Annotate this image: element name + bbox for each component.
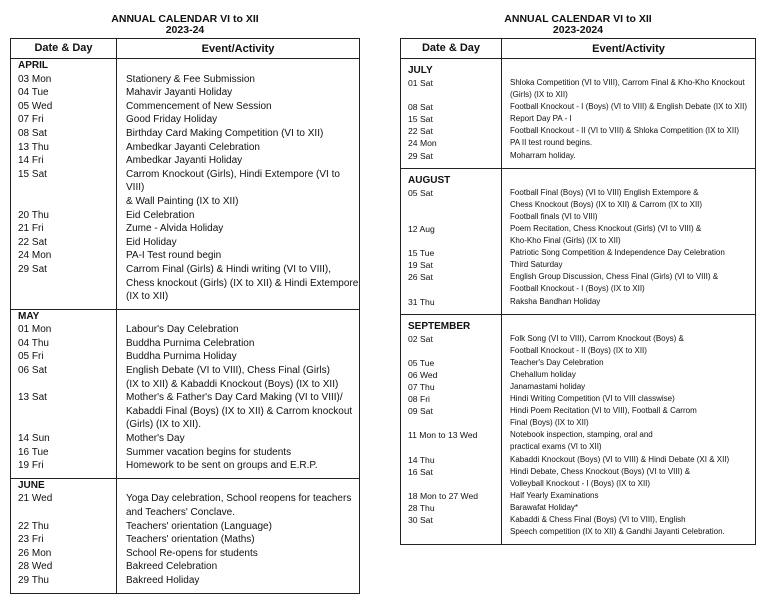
table-row (401, 259, 755, 271)
event-line: Chehallum holiday (510, 369, 576, 379)
row-date: 21 Wed (18, 493, 53, 505)
row-date: 14 Thu (408, 454, 435, 465)
row-date: 11 Mon to 13 Wed (408, 430, 478, 441)
row-date: 06 Wed (408, 369, 438, 380)
row-date: 24 Mon (18, 250, 52, 262)
row-event (116, 86, 359, 100)
table-row (11, 533, 359, 547)
row-event (116, 446, 359, 460)
row-event (501, 259, 755, 271)
event-line: Ambedkar Jayanti Celebration (126, 141, 260, 153)
table-row (11, 337, 359, 351)
row-date: 04 Thu (18, 337, 49, 349)
row-event (116, 154, 359, 168)
event-line: Carrom Knockout (Girls), Hindi Extempore (VI to VIII) (126, 168, 340, 194)
event-line: Buddha Purnima Holiday (126, 351, 237, 363)
row-event (501, 454, 755, 466)
table-row (401, 137, 755, 149)
header-event-activity: Event/Activity (592, 42, 665, 55)
row-date: 29 Thu (18, 574, 49, 586)
row-date: 05 Fri (18, 351, 44, 363)
row-date: 16 Tue (18, 446, 49, 458)
row-date: 08 Sat (18, 127, 47, 139)
row-event (116, 236, 359, 250)
table-row (11, 100, 359, 114)
row-event (116, 113, 359, 127)
table-row (11, 209, 359, 223)
month-section-april (11, 59, 359, 310)
event-line: Stationery & Fee Submission (126, 73, 255, 85)
row-event (116, 560, 359, 574)
event-line: Teachers' orientation (Language) (126, 520, 272, 532)
table-row (11, 446, 359, 460)
event-line: Half Yearly Examinations (510, 490, 599, 500)
event-line: English Debate (VI to VIII), Chess Final (Girls) (126, 365, 330, 377)
event-line: Ambedkar Jayanti Holiday (126, 155, 243, 167)
row-date: 13 Thu (18, 141, 49, 153)
event-line: Volleyball Knockout - I (Boys) (IX to XII) (510, 478, 651, 488)
section-spacer (11, 588, 359, 593)
row-date: 20 Thu (18, 209, 49, 221)
section-spacer (401, 162, 755, 168)
row-event (116, 73, 359, 87)
row-event (116, 249, 359, 263)
event-line: & Wall Painting (IX to XII) (126, 195, 239, 207)
month-section-may (11, 310, 359, 479)
row-event (501, 187, 755, 223)
row-event (501, 223, 755, 247)
row-date: 30 Sat (408, 515, 433, 525)
row-date: 12 Aug (408, 223, 435, 234)
event-line: Raksha Bandhan Holiday (510, 296, 601, 306)
table-row (11, 222, 359, 236)
row-date: 22 Sat (408, 126, 433, 137)
table-row (11, 168, 359, 209)
event-line: Mother's Day (126, 433, 185, 445)
event-line: Poem Recitation, Chess Knockout (Girls) (VI to VIII) & (510, 223, 702, 233)
row-event (501, 502, 755, 514)
table-row (11, 391, 359, 432)
event-line: Buddha Purnima Celebration (126, 337, 255, 349)
row-event (501, 125, 755, 137)
row-date: 03 Mon (18, 73, 52, 85)
table-row (401, 357, 755, 369)
row-date: 28 Thu (408, 502, 435, 513)
table-row (11, 127, 359, 141)
event-line: Zume - Alvida Holiday (126, 223, 224, 235)
event-line: Football Knockout - II (VI to VIII) & Shloka Competition (IX to XII) (510, 126, 739, 136)
event-line: Hindi Poem Recitation (VI to VIII), Football & Carrom (510, 406, 697, 416)
event-line: Football Knockout - II (Boys) (IX to XII) (510, 345, 647, 355)
row-event (116, 574, 359, 588)
table-row (11, 574, 359, 588)
event-line: Carrom Final (Girls) & Hindi writing (VI to VIII), (126, 263, 332, 275)
event-line: Shloka Competition (VI to VIII), Carrom Final & Kho-Kho Knockout (510, 78, 745, 87)
row-date: 29 Sat (408, 150, 433, 161)
row-event (501, 369, 755, 381)
table-row (11, 492, 359, 519)
row-date: 19 Fri (18, 460, 44, 472)
event-line: Speech competition (IX to XII) & Gandhi Jayanti Celebration. (510, 527, 725, 537)
event-line: Folk Song (VI to VIII), Carrom Knockout (Boys) & (510, 333, 684, 343)
header-date-day: Date & Day (11, 39, 117, 58)
row-date: 28 Wed (18, 561, 53, 573)
table-row (401, 393, 755, 405)
row-event (116, 459, 359, 473)
event-line: practical exams (VI to XII) (510, 442, 602, 452)
table-row (401, 247, 755, 259)
section-spacer (401, 308, 755, 314)
row-event (116, 222, 359, 236)
table-row (401, 369, 755, 381)
table-row (401, 150, 755, 162)
event-line: (IX to XII) & Kabaddi Knockout (Boys) (IX to XII) (126, 378, 339, 390)
row-event (501, 271, 755, 295)
table-row (401, 113, 755, 125)
table-row (401, 101, 755, 113)
event-line: Yoga Day celebration, School reopens for teachers (126, 493, 352, 505)
table-row (401, 490, 755, 502)
event-line: Good Friday Holiday (126, 114, 218, 126)
row-date: 21 Fri (18, 223, 44, 235)
table-row (401, 466, 755, 490)
table-row (11, 73, 359, 87)
event-line: Notebook inspection, stamping, oral and (510, 430, 653, 440)
row-event (501, 101, 755, 113)
month-name: MAY (18, 310, 40, 322)
month-section-august (401, 169, 755, 315)
table-row (11, 520, 359, 534)
event-line: Football Final (Boys) (VI to VIII) English Extempore & (510, 187, 699, 197)
row-date: 31 Thu (408, 296, 435, 307)
event-line: Kabaddi & Chess Final (Boys) (VI to VIII), English (510, 515, 686, 524)
row-event (116, 432, 359, 446)
event-line: Report Day PA - I (510, 114, 572, 124)
row-event (501, 393, 755, 405)
event-line: Kabaddi Knockout (Boys) (VI to VIII) & Hindi Debate (XI & XII) (510, 454, 730, 464)
table-row (401, 502, 755, 514)
row-event (501, 333, 755, 357)
row-date: 15 Sat (408, 114, 433, 125)
event-line: Third Saturday (510, 260, 563, 270)
row-date: 07 Fri (18, 114, 44, 126)
event-line: Patriotic Song Competition & Independence Day Celebration (510, 248, 725, 258)
row-date: 23 Fri (18, 534, 44, 546)
event-line: (IX to XII) (126, 291, 169, 303)
row-date: 06 Sat (18, 365, 47, 377)
row-date: 05 Sat (408, 187, 433, 198)
row-event (501, 113, 755, 125)
month-section-september (401, 315, 755, 545)
row-event (116, 127, 359, 141)
table-row (11, 141, 359, 155)
table-row (11, 113, 359, 127)
row-date: 18 Mon to 27 Wed (408, 490, 479, 501)
row-date: 22 Thu (18, 520, 49, 532)
row-date: 19 Sat (408, 260, 433, 271)
event-line: Kho-Kho Final (Girls) (IX to XII) (510, 236, 621, 246)
event-line: Commencement of New Session (126, 100, 272, 112)
row-event (116, 547, 359, 561)
event-line: (Girls) (IX to XII) (510, 90, 568, 100)
row-date: 05 Wed (18, 100, 53, 112)
row-event (501, 137, 755, 149)
row-event (501, 77, 755, 101)
table-row (11, 86, 359, 100)
event-line: Moharram holiday. (510, 150, 576, 160)
table-row (11, 350, 359, 364)
table-row (401, 514, 755, 538)
month-name: AUGUST (408, 174, 451, 186)
event-line: Teacher's Day Celebration (510, 357, 604, 367)
table-row (11, 459, 359, 473)
row-event (501, 247, 755, 259)
row-date: 15 Sat (18, 168, 47, 180)
row-date: 29 Sat (18, 263, 47, 275)
calendar-right (400, 14, 756, 545)
row-event (501, 466, 755, 490)
event-line: Summer vacation begins for students (126, 446, 292, 458)
event-line: Football Knockout - I (Boys) (VI to VIII) & English Debate (IX to XII) (510, 102, 747, 112)
row-date: 05 Tue (408, 357, 435, 368)
event-line: PA II test round begins. (510, 138, 593, 148)
row-event (116, 337, 359, 351)
event-line: Chess Knockout (Boys) (IX to XII) & Carrom (IX to XII) (510, 199, 703, 209)
event-line: (Girls) (IX to XII). (126, 419, 201, 431)
row-event (116, 492, 359, 519)
row-date: 24 Mon (408, 138, 437, 149)
row-date: 09 Sat (408, 406, 433, 417)
table-header (401, 39, 755, 59)
month-section-july (401, 59, 755, 169)
row-event (501, 490, 755, 502)
row-date: 22 Sat (18, 236, 47, 248)
event-line: Kabaddi Final (Boys) (IX to XII) & Carrom knockout (126, 405, 353, 417)
row-event (116, 350, 359, 364)
table-row (11, 154, 359, 168)
month-name: SEPTEMBER (408, 320, 471, 332)
event-line: Mahavir Jayanti Holiday (126, 87, 233, 99)
event-line: Chess knockout (Girls) (IX to XII) & Hindi Extempore (126, 277, 359, 289)
table-row (401, 405, 755, 429)
calendar-table (400, 38, 756, 545)
calendar-year: 2023-2024 (552, 24, 604, 36)
month-name: JUNE (18, 479, 45, 491)
row-event (116, 323, 359, 337)
table-row (11, 432, 359, 446)
row-event (116, 263, 359, 304)
event-line: Final (Boys) (IX to XII) (510, 418, 589, 428)
row-event (501, 381, 755, 393)
row-date: 16 Sat (408, 466, 433, 477)
row-event (501, 429, 755, 453)
row-event (116, 100, 359, 114)
row-date: 08 Sat (408, 102, 433, 113)
table-row (11, 249, 359, 263)
row-date: 26 Sat (408, 272, 433, 283)
table-row (11, 560, 359, 574)
row-event (116, 533, 359, 547)
section-spacer (401, 538, 755, 544)
table-header (11, 39, 359, 59)
row-date: 04 Tue (18, 87, 49, 99)
section-spacer (11, 473, 359, 478)
header-date-day: Date & Day (401, 39, 502, 58)
table-row (11, 323, 359, 337)
month-name: JULY (408, 65, 433, 76)
event-line: Football Knockout - I (Boys) (IX to XII) (510, 284, 645, 294)
month-name: APRIL (18, 60, 48, 71)
row-date: 08 Fri (408, 394, 430, 405)
event-line: Teachers' orientation (Maths) (126, 534, 255, 546)
event-line: Eid Celebration (126, 209, 195, 221)
calendar-year: 2023-24 (165, 24, 205, 36)
table-row (401, 223, 755, 247)
row-date: 07 Thu (408, 381, 435, 392)
row-date: 01 Mon (18, 324, 52, 336)
table-row (401, 77, 755, 101)
row-date: 14 Sun (18, 433, 50, 445)
row-event (116, 168, 359, 209)
event-line: Labour's Day Celebration (126, 324, 239, 336)
header-event-activity: Event/Activity (201, 42, 275, 55)
event-line: Janamastami holiday (510, 381, 586, 391)
calendar-title: ANNUAL CALENDAR VI to XII (111, 13, 259, 25)
row-date: 01 Sat (408, 78, 433, 88)
table-row (401, 125, 755, 137)
event-line: Birthday Card Making Competition (VI to XII) (126, 127, 324, 139)
row-event (116, 364, 359, 391)
event-line: Bakreed Celebration (126, 561, 218, 573)
table-row (401, 296, 755, 308)
event-line: Mother's & Father's Day Card Making (VI to VIII)/ (126, 392, 343, 404)
event-line: Homework to be sent on groups and E.R.P. (126, 460, 318, 472)
month-section-june (11, 479, 359, 593)
table-row (11, 263, 359, 304)
row-date: 13 Sat (18, 392, 47, 404)
event-line: Football finals (VI to VIII) (510, 211, 598, 221)
calendar-left (10, 14, 360, 594)
row-event (116, 391, 359, 432)
event-line: Hindi Writing Competition (VI to VIII classwise) (510, 394, 675, 404)
event-line: School Re-opens for students (126, 547, 258, 559)
row-event (501, 405, 755, 429)
section-spacer (11, 304, 359, 309)
table-row (401, 333, 755, 357)
table-row (401, 454, 755, 466)
event-line: PA-I Test round begin (126, 250, 222, 262)
row-date: 26 Mon (18, 547, 52, 559)
calendar-table (10, 38, 360, 594)
row-event (501, 514, 755, 538)
table-row (11, 364, 359, 391)
row-event (116, 209, 359, 223)
table-row (401, 271, 755, 295)
calendar-title: ANNUAL CALENDAR VI to XII (504, 13, 652, 25)
table-row (401, 429, 755, 453)
row-date: 15 Tue (408, 248, 435, 259)
row-date: 02 Sat (408, 333, 433, 344)
event-line: Eid Holiday (126, 236, 177, 248)
event-line: and Teachers' Conclave. (126, 507, 236, 518)
table-row (11, 547, 359, 561)
row-event (501, 357, 755, 369)
table-row (401, 381, 755, 393)
event-line: Hindi Debate, Chess Knockout (Boys) (VI to VIII) & (510, 466, 691, 476)
table-row (401, 187, 755, 223)
event-line: Barawafat Holiday* (510, 502, 579, 512)
event-line: Bakreed Holiday (126, 574, 200, 586)
row-event (501, 150, 755, 162)
row-event (116, 141, 359, 155)
row-event (116, 520, 359, 534)
event-line: English Group Discussion, Chess Final (Girls) (VI to VIII) & (510, 272, 719, 282)
row-date: 14 Fri (18, 155, 44, 167)
row-event (501, 296, 755, 308)
table-row (11, 236, 359, 250)
